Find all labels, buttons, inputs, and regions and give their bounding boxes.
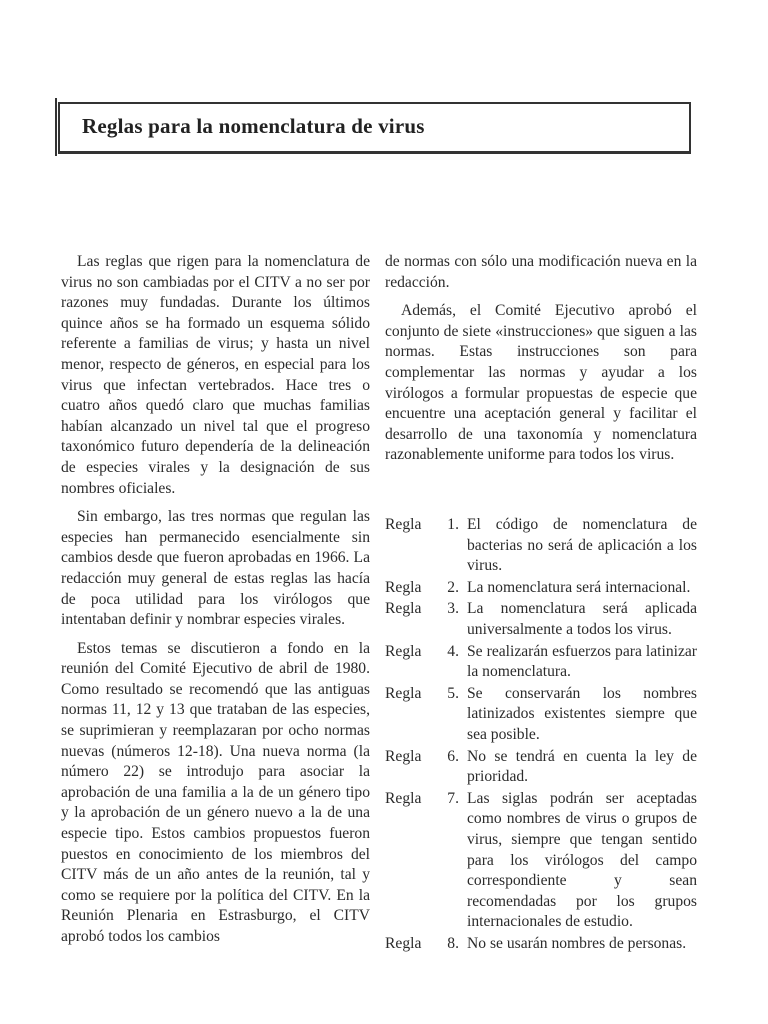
rule-item xyxy=(385,642,697,683)
rule-text: El código de nomenclatura de bacterias no será de aplicación a los virus. xyxy=(467,516,697,575)
paragraph: Las reglas que rigen para la nomenclatura de virus no son cambiadas por el CITV a no ser por razones muy fundadas. Durante los últimos quince años se ha formado un esquema sólido referente a familias de virus; y hasta un nivel menor, respecto de géneros, en especial para los virus que infectan vertebrados. Hace tres o cuatro años quedó claro que muchas familias habían alcanzado un nivel tal que el progreso taxonómico futuro dependería de la delineación de especies virales y la designación de sus nombres oficiales. xyxy=(61,253,370,497)
rule-item xyxy=(385,599,697,640)
right-column xyxy=(385,252,697,474)
rule-text: La nomenclatura será internacional. xyxy=(467,578,691,596)
rule-number: 8. xyxy=(447,934,459,952)
rule-text: No se tendrá en cuenta la ley de prioridad. xyxy=(467,747,697,786)
rule-label: Regla xyxy=(385,516,422,533)
rule-item xyxy=(385,515,697,577)
left-column xyxy=(61,252,370,956)
page-title: Reglas para la nomenclatura de virus xyxy=(82,114,425,138)
rule-item xyxy=(385,684,697,746)
rule-label: Regla xyxy=(385,934,422,952)
rule-text: Se realizarán esfuerzos para latinizar la nomenclatura. xyxy=(467,642,697,681)
rules-list xyxy=(385,515,697,955)
paragraph: Sin embargo, las tres normas que regulan las especies han permanecido esencialmente sin cambios desde que fueron aprobadas en 1966. La redacción muy general de estas reglas las hacía de poca utilidad para los virólogos que intentaban definir y nombrar especies virales. xyxy=(61,508,370,629)
title-box xyxy=(58,102,691,154)
paragraph: Además, el Comité Ejecutivo aprobó el conjunto de siete «instrucciones» que siguen a las normas. Estas instrucciones son para complementar las normas y ayudar a los virólogos a formular propuestas de especie que encuentre una aceptación general y facilitar el desarrollo de una taxonomía y nomenclatura razonablemente uniforme para todos los virus. xyxy=(385,302,697,464)
rule-number: 2. xyxy=(447,578,459,596)
paragraph: de normas con sólo una modificación nueva en la redacción. xyxy=(385,253,697,291)
rule-label: Regla xyxy=(385,642,422,660)
rule-item xyxy=(385,934,697,955)
rule-label: Regla xyxy=(385,747,422,765)
rule-number: 6. xyxy=(447,747,459,765)
rule-text: No se usarán nombres de personas. xyxy=(467,934,687,952)
rule-number: 5. xyxy=(447,684,459,702)
rule-number: 4. xyxy=(447,642,459,660)
rule-label: Regla xyxy=(385,684,422,702)
rule-text: La nomenclatura será aplicada universalmente a todos los virus. xyxy=(467,600,697,638)
rule-label: Regla xyxy=(385,789,422,807)
rule-item xyxy=(385,747,697,788)
rule-number: 3. xyxy=(447,600,459,618)
rule-number: 7. xyxy=(447,789,459,807)
rule-item xyxy=(385,578,697,599)
rule-label: Regla xyxy=(385,600,422,618)
rule-item xyxy=(385,789,697,933)
rule-text: Se conservarán los nombres latinizados existentes siempre que sea posible. xyxy=(467,684,697,743)
paragraph: Estos temas se discutieron a fondo en la reunión del Comité Ejecutivo de abril de 1980. Como resultado se recomendó que las antiguas normas 11, 12 y 13 que trataban de las especies, se suprimieran y reemplazaran por ocho normas nuevas (números 12-18). Una nueva norma (la número 22) se introdujo para asociar la aprobación de una familia a la de un género tipo y la aprobación de un género nuevo a la de una especie tipo. Estos cambios propuestos fueron puestos en conocimiento de los miembros del CITV más de un año antes de la reunión, tal y como se requiere por la política del CITV. En la Reunión Plenaria en Estrasburgo, el CITV aprobó todos los cambios xyxy=(61,639,370,945)
rule-label: Regla xyxy=(385,578,422,596)
rule-text: Las siglas podrán ser aceptadas como nombres de virus o grupos de virus, siempre que tengan sentido para los virólogos del campo correspondiente y sean recomendadas por los grupos internacionales de estudio. xyxy=(467,789,697,931)
rule-number: 1. xyxy=(447,516,459,533)
